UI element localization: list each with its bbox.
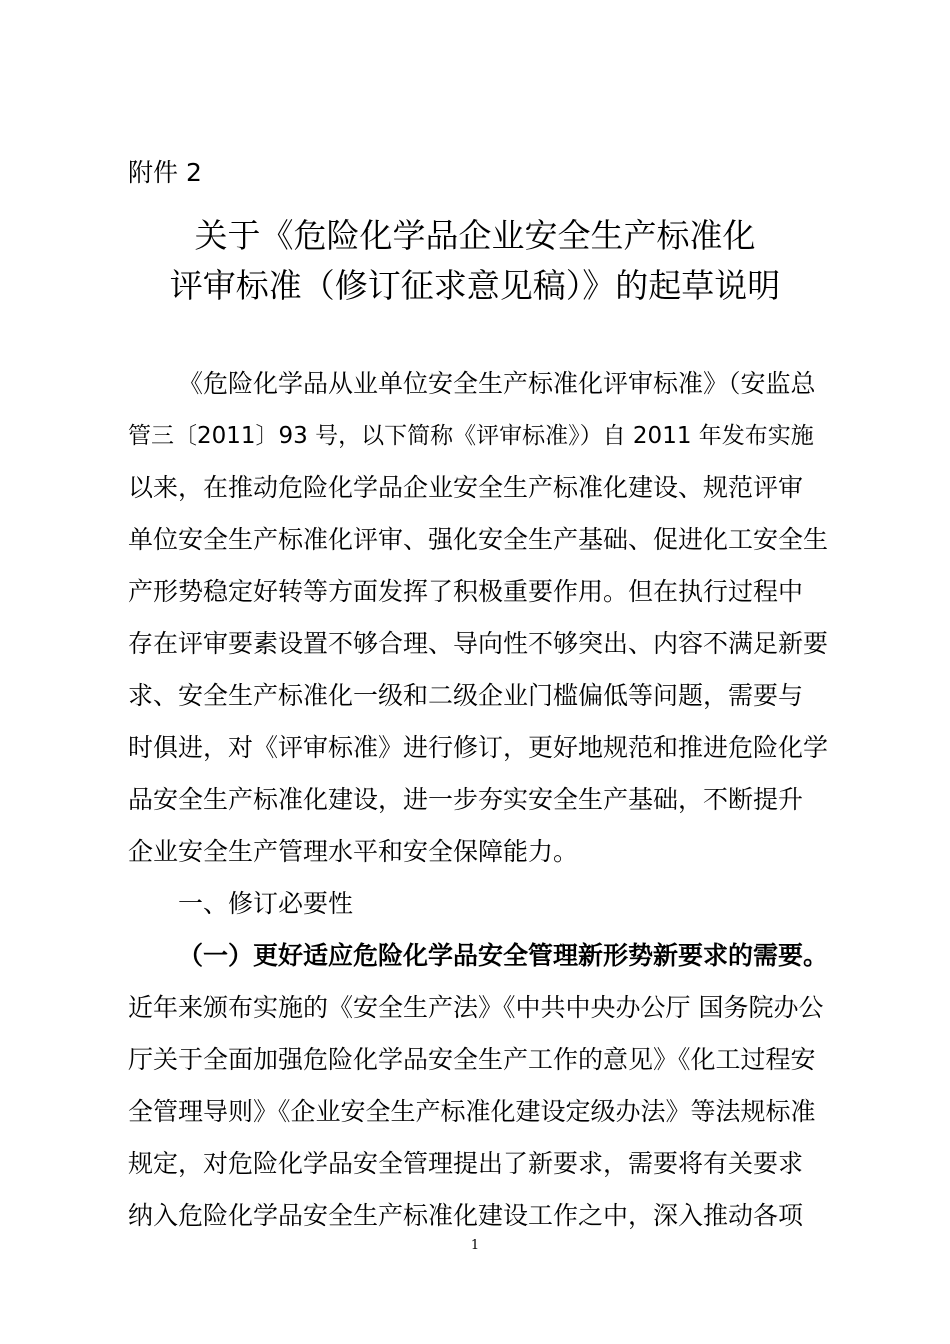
paragraph-line: 企业安全生产管理水平和安全保障能力。 — [128, 837, 579, 866]
page-number: 1 — [470, 1238, 480, 1253]
paragraph-line: 求、安全生产标准化一级和二级企业门槛偏低等问题，需要与 — [128, 681, 804, 710]
paragraph-line: 全管理导则》《企业安全生产标准化建设定级办法》等法规标准 — [128, 1097, 816, 1126]
paragraph-line: 以来，在推动危险化学品企业安全生产标准化建设、规范评审 — [128, 473, 804, 502]
section-heading: 一、修订必要性 — [178, 889, 354, 918]
paragraph-line: 《危险化学品从业单位安全生产标准化评审标准》（安监总 — [178, 369, 816, 398]
attachment-label: 附件 2 — [128, 158, 202, 187]
paragraph-line: 纳入危险化学品安全生产标准化建设工作之中，深入推动各项 — [128, 1201, 804, 1230]
paragraph-line: 产形势稳定好转等方面发挥了积极重要作用。但在执行过程中 — [128, 577, 804, 606]
paragraph-line: 时俱进，对《评审标准》进行修订，更好地规范和推进危险化学 — [128, 733, 829, 762]
paragraph-line: 厅关于全面加强危险化学品安全生产工作的意见》《化工过程安 — [128, 1045, 816, 1074]
subsection-heading: （一）更好适应危险化学品安全管理新形势新要求的需要。 — [178, 941, 829, 970]
paragraph-line: 存在评审要素设置不够合理、导向性不够突出、内容不满足新要 — [128, 629, 829, 658]
document-title-line-1: 关于《危险化学品企业安全生产标准化 — [194, 216, 756, 255]
document-title-line-2: 评审标准（修订征求意见稿）》的起草说明 — [169, 266, 781, 305]
paragraph-line: 单位安全生产标准化评审、强化安全生产基础、促进化工安全生 — [128, 525, 829, 554]
paragraph-line: 规定，对危险化学品安全管理提出了新要求，需要将有关要求 — [128, 1149, 804, 1178]
paragraph-line: 管三〔2011〕93 号，以下简称《评审标准》）自 2011 年发布实施 — [128, 423, 814, 449]
paragraph-line: 品安全生产标准化建设，进一步夯实安全生产基础，不断提升 — [128, 785, 804, 814]
paragraph-line: 近年来颁布实施的《安全生产法》《中共中央办公厅 国务院办公 — [128, 993, 824, 1022]
